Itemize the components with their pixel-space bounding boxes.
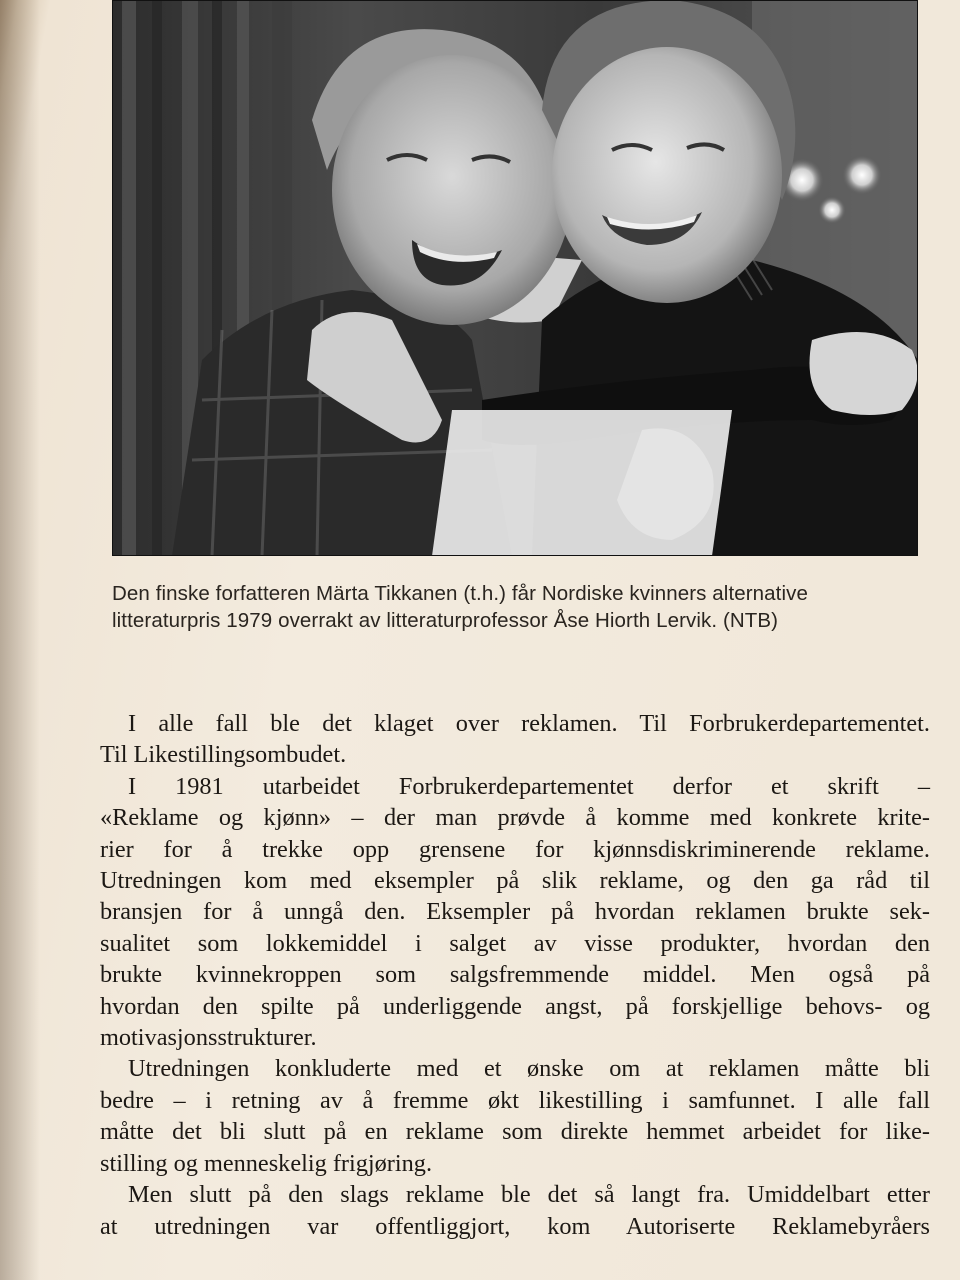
paragraph-line: brukte kvinnekroppen som salgsfremmende middel. Men også på (100, 961, 930, 989)
paragraph-line: sualitet som lokkemiddel i salget av visse produkter, hvordan den (100, 929, 930, 957)
paragraph-line: Til Likestillingsombudet. (100, 741, 347, 769)
caption-line: Den finske forfatteren Märta Tikkanen (t.h.) får Nordiske kvinners alternative (112, 582, 808, 605)
paragraph-line: I 1981 utarbeidet Forbrukerdepartementet derfor et skrift – (128, 772, 930, 800)
paragraph-line: Utredningen kom med eksempler på slik reklame, og den ga råd til (100, 867, 930, 895)
photograph-two-women-embracing-icon (112, 0, 918, 556)
paragraph-line: hvordan den spilte på underliggende angst, på forskjellige behovs- og (100, 992, 930, 1020)
paragraph-line: I alle fall ble det klaget over reklamen. Til Forbrukerdepartementet. (128, 710, 930, 737)
photograph (112, 0, 918, 556)
paragraph-line: at utredningen var offentliggjort, kom Autoriserte Reklamebyråers (100, 1212, 930, 1240)
paragraph-line: motivasjonsstrukturer. (100, 1024, 317, 1052)
paragraph-line: bedre – i retning av å fremme økt likestilling i samfunnet. I alle fall (100, 1086, 930, 1114)
paragraph-line: bransjen for å unngå den. Eksempler på hvordan reklamen brukte sek- (100, 898, 930, 926)
caption-line: litteraturpris 1979 overrakt av litteraturprofessor Åse Hiorth Lervik. (NTB) (112, 609, 779, 632)
paragraph-line: rier for å trekke opp grensene for kjønnsdiskriminerende reklame. (100, 835, 930, 863)
photo-caption (112, 580, 922, 634)
body-text (100, 708, 930, 1242)
paragraph-line: måtte det bli slutt på en reklame som direkte hemmet arbeidet for like- (100, 1118, 930, 1146)
paragraph-line: Men slutt på den slags reklame ble det så langt fra. Umiddelbart etter (128, 1181, 930, 1209)
page-gutter-shadow (0, 0, 40, 1280)
paragraph-line: «Reklame og kjønn» – der man prøvde å komme med konkrete krite- (100, 804, 930, 832)
paragraph-line: stilling og menneskelig frigjøring. (100, 1149, 433, 1177)
paragraph-line: Utredningen konkluderte med et ønske om at reklamen måtte bli (128, 1055, 930, 1083)
